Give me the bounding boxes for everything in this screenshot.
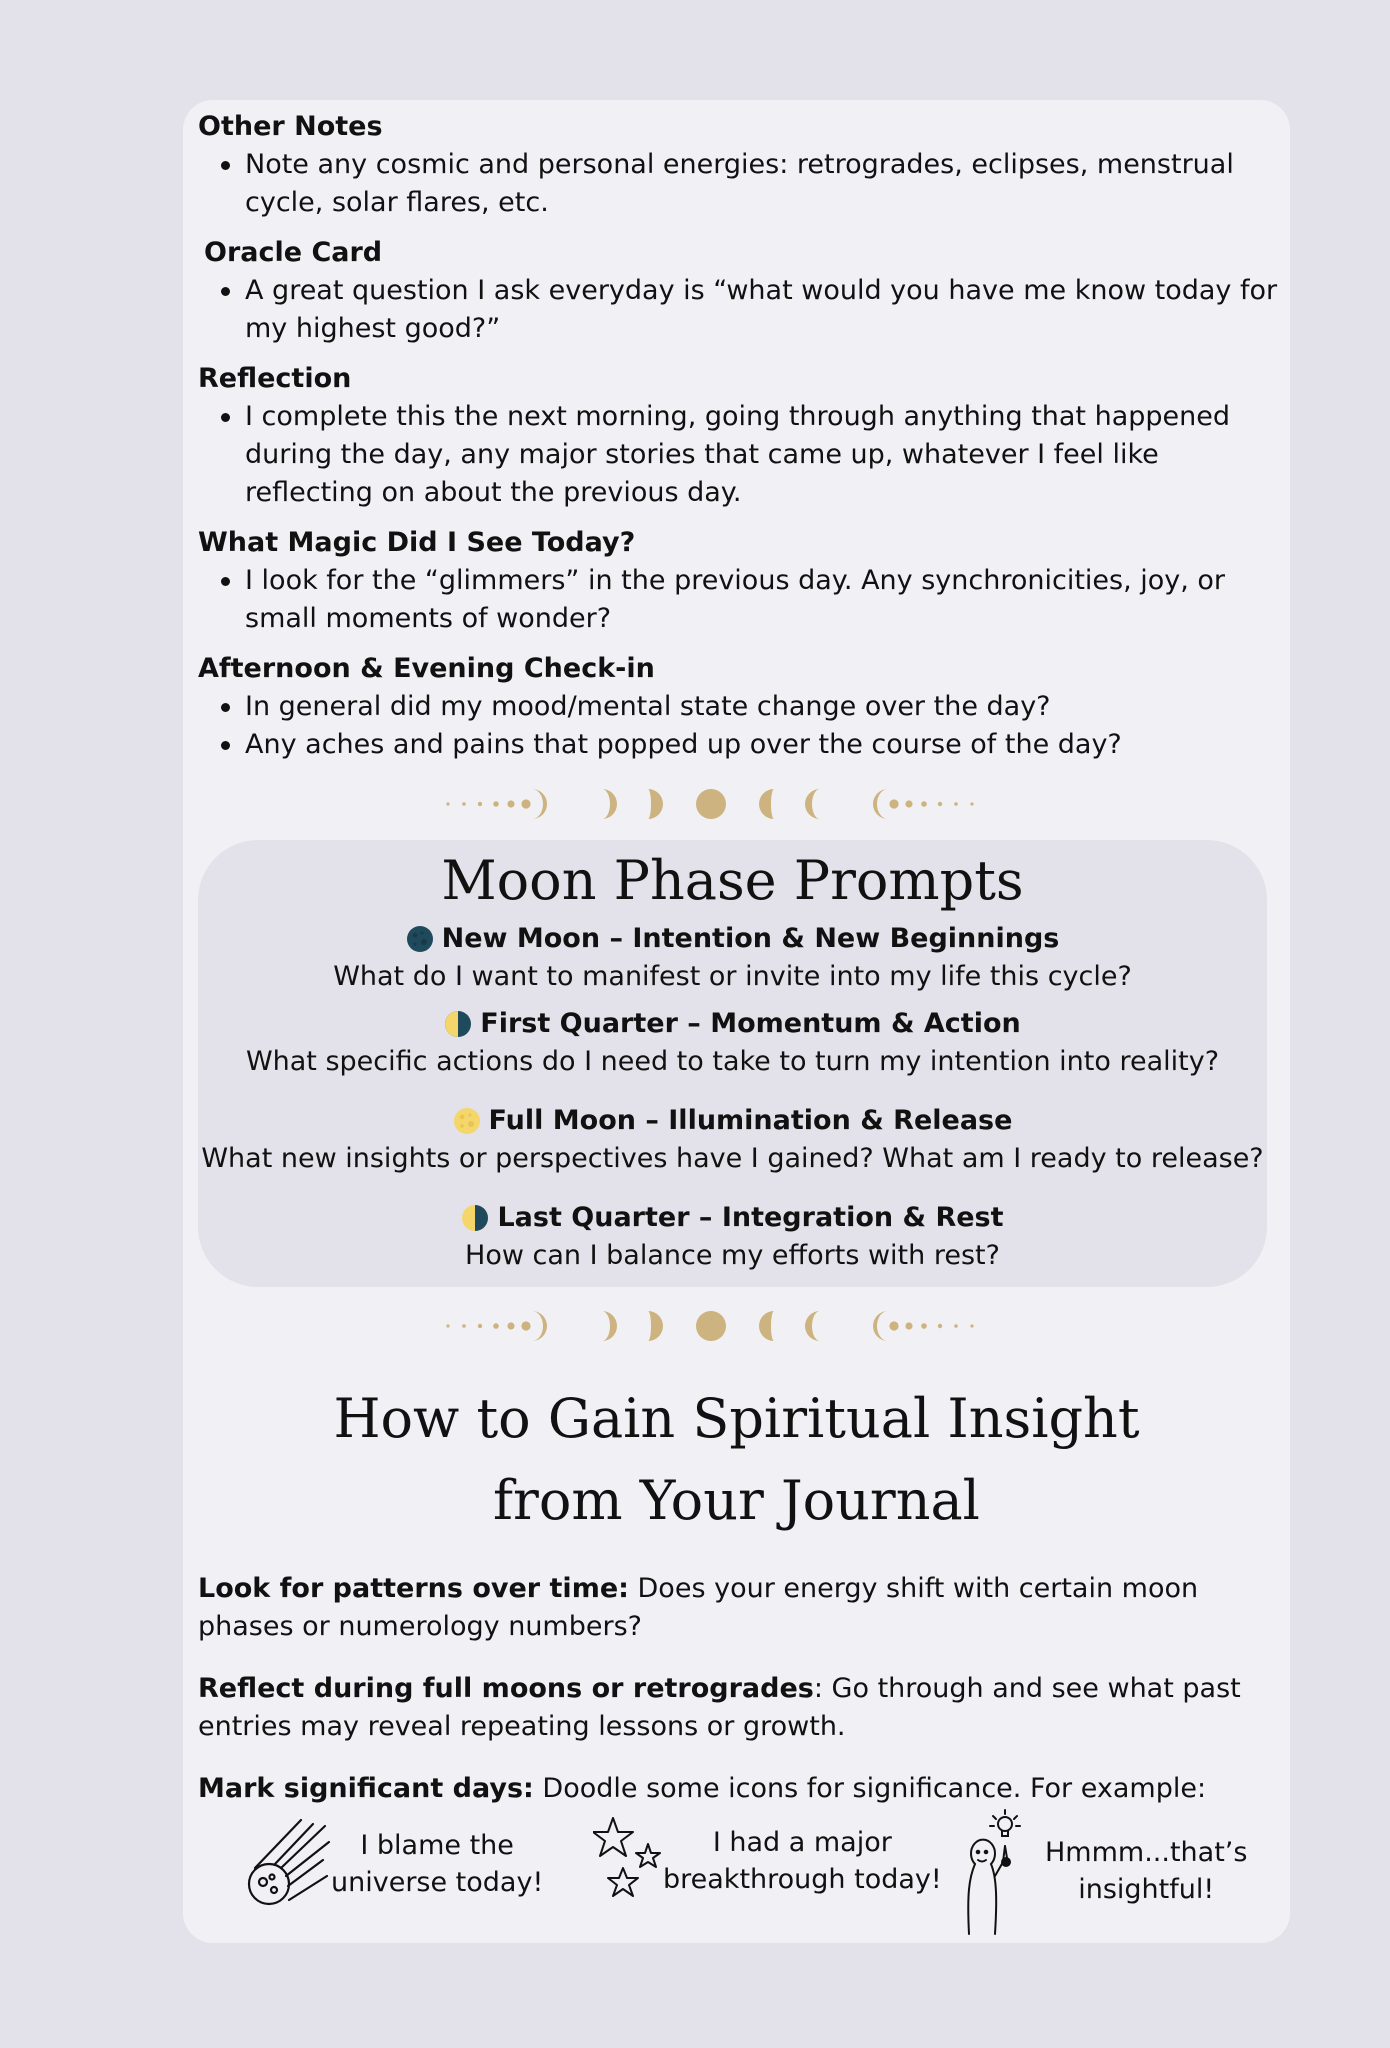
example-insightful [961,1806,1247,1936]
tip-mark-days [198,1770,1278,1808]
insight-title-line: How to Gain Spiritual Insight [333,1387,1140,1450]
list-item: Note any cosmic and personal energies: retrogrades, eclipses, menstrual cycle, solar flares, etc. [198,146,1278,222]
phase-heading: New Moon – Intention & New Beginnings [441,923,1060,954]
moon-phase-divider-icon [440,779,980,829]
tip-label: Reflect during full moons or retrogrades [198,1673,814,1704]
lightbulb-person-doodle-icon [961,1806,1031,1936]
notes-list [198,108,1278,776]
caption-line: universe today! [331,1867,544,1898]
phase-heading: Full Moon – Illumination & Release [488,1105,1013,1136]
tip-label: Look for patterns over time: [198,1573,629,1604]
tip-text: : Go through and see what past entries may reveal repeating lessons or growth. [198,1673,1241,1742]
example-stars [593,1816,942,1906]
moon-phase-divider-icon [440,1301,980,1351]
insight-title [183,1378,1290,1542]
section-title: Other Notes [198,111,383,142]
caption-line: breakthrough today! [663,1864,942,1895]
phase-new-moon [198,920,1267,996]
caption-line: I had a major [712,1827,892,1858]
tip-label: Mark significant days: [198,1773,534,1804]
list-item: I complete this the next morning, going through anything that happened during the day, any major stories that came up, whatever I feel like reflecting on about the previous day. [198,398,1278,512]
phase-first-quarter [198,1005,1267,1081]
phase-prompt: How can I balance my efforts with rest? [465,1240,1000,1271]
list-item: I look for the “glimmers” in the previous day. Any synchronicities, joy, or small moments of wonder? [198,562,1278,638]
section-title: Reflection [198,363,352,394]
last-quarter-moon-icon [461,1204,489,1232]
phase-last-quarter [198,1199,1267,1275]
section-title: Oracle Card [204,237,383,268]
phase-prompt: What do I want to manifest or invite into my life this cycle? [333,961,1132,992]
note-section-reflection [198,360,1278,512]
comet-doodle-icon [241,1816,331,1912]
stars-doodle-icon [593,1816,663,1906]
section-title: Afternoon & Evening Check-in [198,653,655,684]
moon-phase-title: Moon Phase Prompts [441,849,1024,912]
phase-prompt: What specific actions do I need to take to turn my intention into reality? [245,1046,1220,1077]
note-section-oracle-card [198,234,1278,348]
caption-line: I blame the [360,1830,514,1861]
example-caption [331,1827,543,1901]
phase-heading: First Quarter – Momentum & Action [480,1008,1021,1039]
insight-title-line: from Your Journal [493,1469,980,1532]
phase-full-moon [198,1102,1267,1178]
full-moon-icon [453,1107,481,1135]
tip-patterns [198,1570,1278,1646]
tip-reflect [198,1670,1278,1746]
list-item: A great question I ask everyday is “what would you have me know today for my highest good?” [198,272,1278,348]
example-comet [241,1816,543,1912]
tip-text: Doodle some icons for significance. For example: [533,1773,1207,1804]
note-section-magic [198,524,1278,638]
phase-prompt: What new insights or perspectives have I gained? What am I ready to release? [201,1143,1264,1174]
tip-text: Does your energy shift with certain moon phases or numerology numbers? [198,1573,1199,1642]
example-caption [663,1824,942,1898]
moon-phase-prompts [198,840,1267,1287]
caption-line: Hmmm...that’s [1045,1837,1248,1868]
doodle-examples [183,1810,1290,1940]
example-caption [1045,1834,1247,1908]
caption-line: insightful! [1078,1874,1215,1905]
note-section-check-in [198,650,1278,764]
phase-heading: Last Quarter – Integration & Rest [497,1202,1004,1233]
insight-tips [198,1570,1278,1832]
new-moon-icon [406,925,434,953]
list-item: In general did my mood/mental state change over the day? [198,688,1278,726]
section-title: What Magic Did I See Today? [198,527,636,558]
first-quarter-moon-icon [444,1010,472,1038]
list-item: Any aches and pains that popped up over the course of the day? [198,726,1278,764]
note-section-other-notes [198,108,1278,222]
